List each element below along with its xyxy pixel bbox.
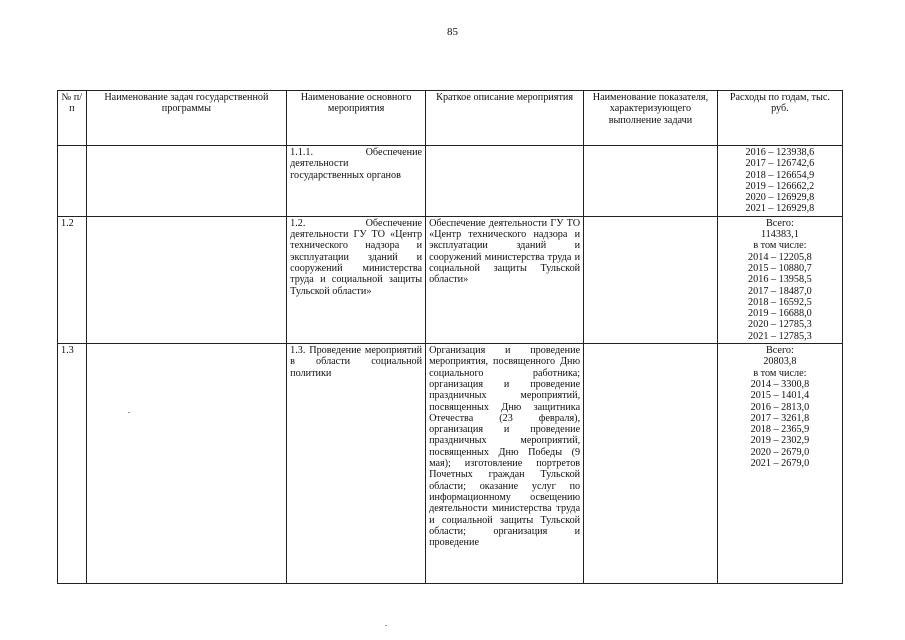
table-row [58,216,843,343]
expense-line: 2020 – 126929,8 [745,192,815,204]
expense-line: 2014 – 3300,8 [750,378,810,390]
expense-total-label: Всего: [765,217,794,229]
expense-line: 2017 – 3261,8 [750,412,810,424]
row-expenses [717,146,842,217]
row-description: Организация и проведение мероприятия, посвященного Дню социального работника; организация и проведение праздничных мероприятий, посвященных Дню защитника Отечества (23 февраля), организация и проведение праздничных мероприятий, посвященных Дню Победы (9 мая); изготовление портретов Почетных граждан Тульской области; оказание услуг по информационному освещению деятельности министерства труда и социальной защиты Тульской области; организация и проведение [426,344,584,584]
row-num [58,146,87,217]
expense-line: 2021 – 2679,0 [750,458,810,470]
row-num: 1.2 [58,216,87,343]
expense-line: 2018 – 126654,9 [745,169,815,181]
header-num: № п/п [58,91,87,146]
row-expenses [717,216,842,343]
header-activity: Наименование основного мероприятия [287,91,426,146]
row-indicator [584,216,718,343]
expense-line: 2015 – 10880,7 [748,262,812,274]
expense-line: 2020 – 12785,3 [748,319,812,331]
expense-line: 2018 – 2365,9 [750,424,810,436]
row-num: 1.3 [58,344,87,584]
scan-speck [128,412,130,413]
page-number: 85 [447,26,458,38]
row-task [86,146,286,217]
expense-line: 2014 – 12205,8 [748,251,812,263]
row-description: Обеспечение деятельности ГУ ТО «Центр технического надзора и эксплуатации зданий и сооружений министерства труда и социальной защиты Тульской области» [426,216,584,343]
expense-line: 2021 – 12785,3 [748,330,812,342]
expense-including-label: в том числе: [753,367,807,379]
header-indicator: Наименование показателя, характеризующего выполнение задачи [584,91,718,146]
expense-line: 2017 – 126742,6 [745,158,815,170]
expense-line: 2021 – 126929,8 [745,203,815,215]
header-task: Наименование задач государственной программы [86,91,286,146]
header-expenses: Расходы по годам, тыс. руб. [717,91,842,146]
expense-line: 2016 – 13958,5 [748,274,812,286]
expense-line: 2018 – 16592,5 [748,296,812,308]
row-activity: 1.2. Обеспечение деятельности ГУ ТО «Центр технического надзора и эксплуатации зданий и сооружений министерства труда и социальной защиты Тульской области» [287,216,426,343]
row-activity: 1.1.1. Обеспечение деятельности государственных органов [287,146,426,217]
row-expenses [717,344,842,584]
header-description: Краткое описание мероприятия [426,91,584,146]
expense-including-label: в том числе: [753,240,807,252]
scan-speck [385,625,387,626]
expense-line: 2019 – 2302,9 [750,435,810,447]
expense-line: 2020 – 2679,0 [750,446,810,458]
row-description [426,146,584,217]
row-indicator [584,146,718,217]
program-activities-table [57,90,843,584]
expense-line: 2015 – 1401,4 [750,390,810,402]
row-activity: 1.3. Проведение мероприятий в области социальной политики [287,344,426,584]
expense-line: 2016 – 2813,0 [750,401,810,413]
table-row [58,146,843,217]
expense-line: 2017 – 18487,0 [748,285,812,297]
row-task [86,216,286,343]
table-row [58,344,843,584]
expense-total-value: 114383,1 [760,229,799,241]
table-header-row [58,91,843,146]
expense-line: 2019 – 126662,2 [745,180,815,192]
row-task [86,344,286,584]
expense-total-value: 20803,8 [763,356,797,368]
expense-line: 2019 – 16688,0 [748,308,812,320]
expense-line: 2016 – 123938,6 [745,147,815,158]
row-indicator [584,344,718,584]
expense-total-label: Всего: [765,345,794,357]
